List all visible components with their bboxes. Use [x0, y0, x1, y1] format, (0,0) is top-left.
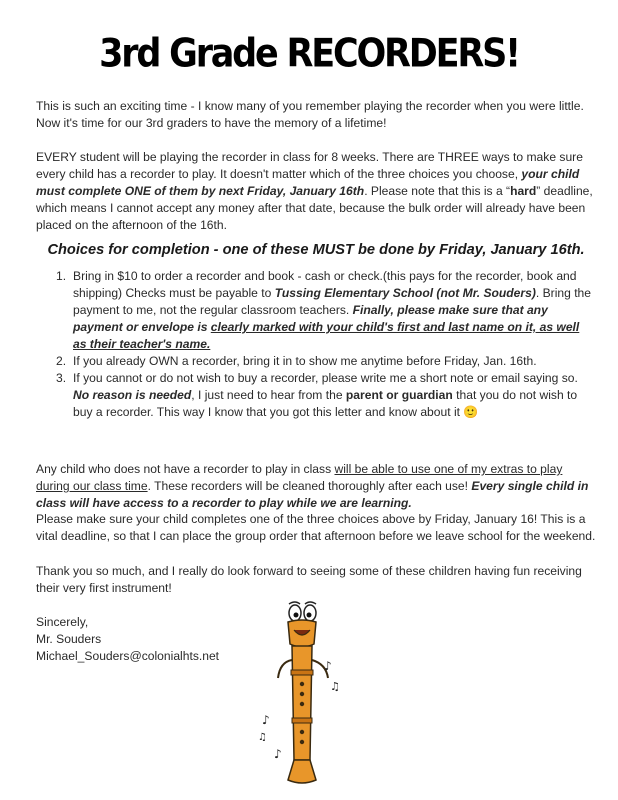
intro-paragraph [36, 98, 596, 132]
smiley-icon: 🙂 [463, 405, 479, 419]
access-emphasis: Every single child in class will have access to a recorder to play while we are learning. [36, 479, 589, 510]
choice-3-text-b: , I just need to hear from the [191, 388, 346, 402]
extras-text-b: . These recorders will be cleaned thoroughly after each use! [147, 479, 472, 493]
school-name: Tussing Elementary School (not Mr. Souders) [274, 286, 536, 300]
choice-1-text-b: . Bring the payment to me, not the regular classroom teachers. [73, 286, 591, 317]
instructions-text-a: EVERY student will be playing the recorder in class for 8 weeks. There are THREE ways to make sure every child has a recorder to play. It doesn't matter which of the three choices you choose, [36, 150, 583, 181]
extras-text-a: Any child who does not have a recorder to play in class [36, 462, 335, 476]
choice-item-1 [56, 268, 596, 353]
extras-paragraph [36, 461, 596, 512]
choices-heading: Choices for completion - one of these MUST be done by Friday, January 16th. [47, 242, 585, 258]
signature-email: Michael_Souders@colonialhts.net [36, 649, 220, 663]
svg-text:♪: ♪ [262, 713, 270, 727]
intro-text: This is such an exciting time - I know many of you remember playing the recorder when you were little. Now it's time for our 3rd graders to have the memory of a lifetime! [36, 99, 584, 130]
choice-item-3 [56, 370, 596, 421]
svg-text:♫: ♫ [258, 732, 267, 743]
instructions-paragraph [36, 149, 596, 234]
signature-name: Mr. Souders [36, 632, 102, 646]
choice-2-text: If you already OWN a recorder, bring it in to show me anytime before Friday, Jan. 16th. [73, 354, 537, 368]
parent-guardian-emphasis: parent or guardian [345, 388, 453, 402]
name-label-requirement: clearly marked with your child's first and last name on it, as well as their teacher's name. [73, 320, 580, 351]
finally-note: Finally, please make sure that any payment or envelope is [73, 303, 548, 334]
thanks-paragraph: Thank you so much, and I really do look forward to seeing some of these children having fun receiving their very first instrument! [36, 564, 582, 595]
choice-item-2 [56, 353, 596, 370]
signature-block [36, 614, 219, 665]
no-reason-emphasis: No reason is needed [73, 388, 192, 402]
choice-number: 1. [56, 269, 67, 283]
page-title: 3rd Grade RECORDERS! [99, 31, 519, 77]
choice-3-text-a: If you cannot or do not wish to buy a recorder, please write me a short note or email saying so. [73, 371, 578, 385]
choice-3-text-c: that you do not wish to buy a recorder. This way I know that you got this letter and know about it [73, 388, 578, 419]
deadline-paragraph: Please make sure your child completes one of the three choices above by Friday, January 16! This is a vital deadline, so that I can place the group order that afternoon before we leave school for the weekend. [36, 512, 596, 543]
extras-underlined: will be able to use one of my extras to play during our class time [36, 462, 563, 493]
hard-word: hard [510, 184, 537, 198]
instructions-text-c: ” deadline, which means I cannot accept any money after that date, because the bulk order will already have been placed on the afternoon of the 16th. [36, 184, 593, 232]
deadline-emphasis: your child must complete ONE of them by next Friday, January 16th [36, 167, 580, 198]
svg-text:♫: ♫ [330, 680, 340, 693]
cartoon-recorder-icon [258, 600, 348, 790]
svg-text:♪: ♪ [274, 747, 282, 761]
choice-number: 3. [56, 371, 67, 385]
choice-1-text-a: Bring in $10 to order a recorder and book - cash or check.(this pays for the recorder, book and shipping) Checks must be payable to [73, 269, 577, 300]
instructions-text-b: . Please note that this is a “ [364, 184, 511, 198]
choices-list [56, 268, 596, 421]
svg-text:♪: ♪ [324, 659, 332, 673]
choice-number: 2. [56, 354, 67, 368]
signature-closing: Sincerely, [36, 615, 89, 629]
